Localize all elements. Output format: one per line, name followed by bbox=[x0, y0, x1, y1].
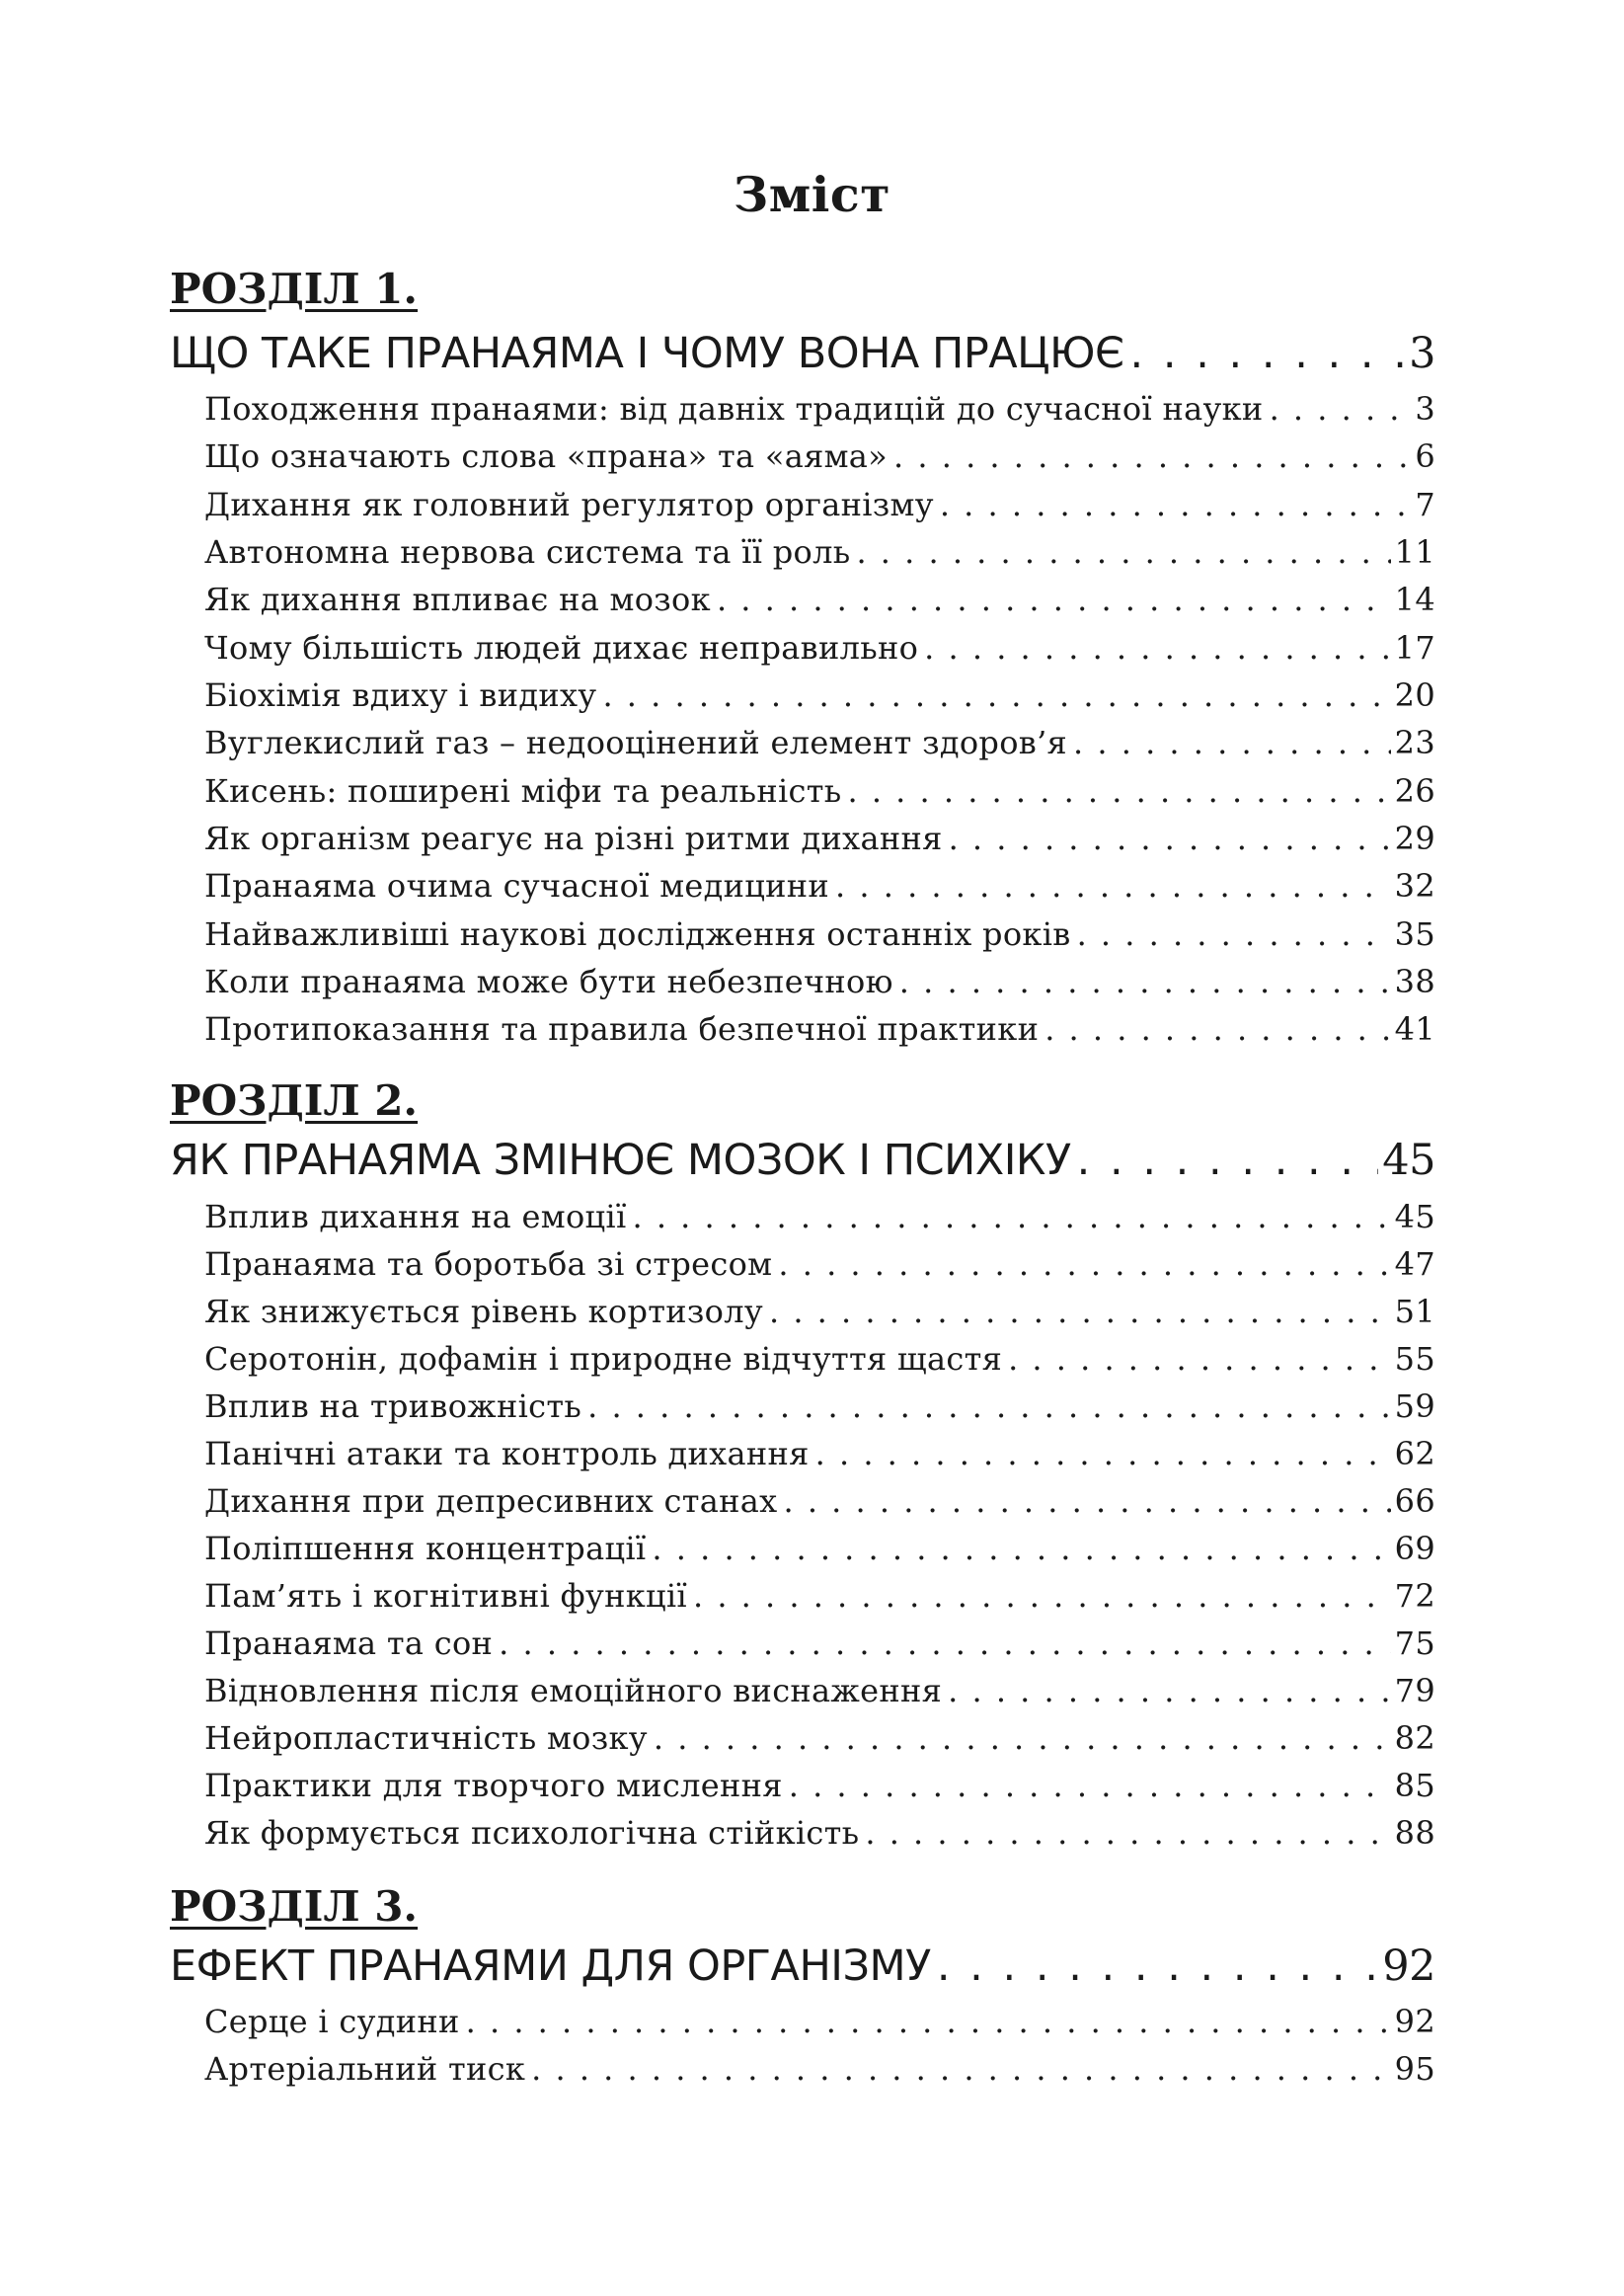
toc-entry[interactable] bbox=[204, 1482, 1435, 1520]
dot-leader bbox=[1044, 1010, 1390, 1048]
chapter-title: ЩО ТАКЕ ПРАНАЯМА І ЧОМУ ВОНА ПРАЦЮЄ bbox=[170, 329, 1124, 378]
chapter-row[interactable] bbox=[170, 1136, 1435, 1185]
entry-title: Дихання при депресивних станах bbox=[204, 1482, 778, 1520]
page-number: 95 bbox=[1394, 2050, 1435, 2088]
page-number: 79 bbox=[1394, 1672, 1435, 1709]
dot-leader bbox=[949, 820, 1391, 857]
dot-leader bbox=[693, 1577, 1391, 1615]
chapter-title: ЕФЕКТ ПРАНАЯМИ ДЛЯ ОРГАНІЗМУ bbox=[170, 1941, 931, 1991]
page-number: 23 bbox=[1394, 724, 1435, 761]
entry-title: Як дихання впливає на мозок bbox=[204, 581, 711, 618]
dot-leader bbox=[783, 1482, 1390, 1520]
section-label: РОЗДІЛ 2. bbox=[170, 1076, 419, 1125]
dot-leader bbox=[856, 533, 1390, 571]
entry-title: Походження пранаями: від давніх традицій до сучасної науки bbox=[204, 390, 1264, 428]
entry-title: Вплив на тривожність bbox=[204, 1387, 582, 1425]
toc-entry[interactable] bbox=[204, 820, 1435, 857]
toc-entry[interactable] bbox=[204, 1672, 1435, 1709]
dot-leader bbox=[1130, 329, 1406, 378]
toc-entry[interactable] bbox=[204, 1814, 1435, 1852]
page-number: 45 bbox=[1394, 1198, 1435, 1235]
toc-entry[interactable] bbox=[204, 1198, 1435, 1235]
chapter-title: ЯК ПРАНАЯМА ЗМІНЮЄ МОЗОК І ПСИХІКУ bbox=[170, 1136, 1071, 1185]
entry-title: Пранаяма та сон bbox=[204, 1624, 494, 1662]
page-number: 92 bbox=[1394, 2003, 1435, 2040]
dot-leader bbox=[531, 2050, 1391, 2088]
section-label: РОЗДІЛ 3. bbox=[170, 1882, 419, 1931]
toc-entry[interactable] bbox=[204, 2050, 1435, 2088]
toc-entry[interactable] bbox=[204, 1010, 1435, 1048]
page-number: 69 bbox=[1394, 1530, 1435, 1567]
page-number: 85 bbox=[1394, 1767, 1435, 1804]
entry-title: Вплив дихання на емоції bbox=[204, 1198, 627, 1235]
entry-title: Як формується психологічна стійкість bbox=[204, 1814, 860, 1852]
toc-entry[interactable] bbox=[204, 1577, 1435, 1615]
entry-title: Пам’ять і когнітивні функції bbox=[204, 1577, 687, 1615]
entry-title: Біохімія вдиху і видиху bbox=[204, 676, 597, 714]
toc-entry[interactable] bbox=[204, 963, 1435, 1000]
section-label: РОЗДІЛ 1. bbox=[170, 265, 419, 313]
page-number: 32 bbox=[1394, 867, 1435, 905]
page-number: 62 bbox=[1394, 1435, 1435, 1472]
toc-entry[interactable] bbox=[204, 1293, 1435, 1330]
dot-leader bbox=[847, 772, 1390, 810]
dot-leader bbox=[940, 486, 1412, 523]
entry-title: Чому більшість людей дихає неправильно bbox=[204, 629, 919, 667]
dot-leader bbox=[587, 1387, 1391, 1425]
toc-entry[interactable] bbox=[204, 1387, 1435, 1425]
toc-entry[interactable] bbox=[204, 1530, 1435, 1567]
toc-entry[interactable] bbox=[204, 1719, 1435, 1757]
entry-title: Практики для творчого мислення bbox=[204, 1767, 783, 1804]
dot-leader bbox=[948, 1672, 1391, 1709]
page-number: 66 bbox=[1394, 1482, 1435, 1520]
dot-leader bbox=[717, 581, 1391, 618]
toc-entry[interactable] bbox=[204, 1767, 1435, 1804]
entry-title: Поліпшення концентрації bbox=[204, 1530, 647, 1567]
entry-title: Протипоказання та правила безпечної практики bbox=[204, 1010, 1040, 1048]
page-number: 47 bbox=[1394, 1245, 1435, 1283]
entry-title: Коли пранаяма може бути небезпечною bbox=[204, 963, 893, 1000]
entry-title: Пранаяма та боротьба зі стресом bbox=[204, 1245, 773, 1283]
entry-title: Артеріальний тиск bbox=[204, 2050, 526, 2088]
toc-entry[interactable] bbox=[204, 1340, 1435, 1378]
page-number: 3 bbox=[1415, 390, 1435, 428]
toc-entry[interactable] bbox=[204, 772, 1435, 810]
entry-title: Дихання як головний регулятор організму bbox=[204, 486, 934, 523]
page-number: 6 bbox=[1415, 437, 1435, 475]
page-number: 72 bbox=[1394, 1577, 1435, 1615]
page-number: 3 bbox=[1409, 329, 1435, 378]
page-number: 51 bbox=[1394, 1293, 1435, 1330]
toc-entry[interactable] bbox=[204, 437, 1435, 475]
entry-title: Нейропластичність мозку bbox=[204, 1719, 648, 1757]
page-number: 92 bbox=[1382, 1941, 1435, 1991]
chapter-row[interactable] bbox=[170, 329, 1435, 378]
dot-leader bbox=[466, 2003, 1391, 2040]
dot-leader bbox=[815, 1435, 1391, 1472]
dot-leader bbox=[1077, 1136, 1379, 1185]
entry-title: Панічні атаки та контроль дихання bbox=[204, 1435, 810, 1472]
dot-leader bbox=[652, 1530, 1390, 1567]
page-number: 82 bbox=[1394, 1719, 1435, 1757]
dot-leader bbox=[654, 1719, 1391, 1757]
dot-leader bbox=[769, 1293, 1391, 1330]
page-number: 45 bbox=[1382, 1136, 1435, 1185]
toc-entry[interactable] bbox=[204, 629, 1435, 667]
page-number: 75 bbox=[1394, 1624, 1435, 1662]
dot-leader bbox=[865, 1814, 1390, 1852]
dot-leader bbox=[602, 676, 1390, 714]
toc-entry[interactable] bbox=[204, 533, 1435, 571]
page-number: 88 bbox=[1394, 1814, 1435, 1852]
toc-entry[interactable] bbox=[204, 676, 1435, 714]
dot-leader bbox=[835, 867, 1391, 905]
page-number: 59 bbox=[1394, 1387, 1435, 1425]
entry-title: Відновлення після емоційного виснаження bbox=[204, 1672, 943, 1709]
toc-entry[interactable] bbox=[204, 724, 1435, 761]
dot-leader bbox=[1073, 724, 1391, 761]
toc-entry[interactable] bbox=[204, 2003, 1435, 2040]
toc-entry[interactable] bbox=[204, 1624, 1435, 1662]
toc-entry[interactable] bbox=[204, 1435, 1435, 1472]
entry-title: Кисень: поширені міфи та реальність bbox=[204, 772, 842, 810]
entry-title: Як організм реагує на різні ритми дихання bbox=[204, 820, 943, 857]
entry-title: Що означають слова «прана» та «аяма» bbox=[204, 437, 889, 475]
dot-leader bbox=[789, 1767, 1391, 1804]
entry-title: Найважливіші наукові дослідження останніх років bbox=[204, 915, 1071, 953]
dot-leader bbox=[1077, 915, 1391, 953]
toc-entry[interactable] bbox=[204, 915, 1435, 953]
dot-leader bbox=[924, 629, 1391, 667]
dot-leader bbox=[778, 1245, 1390, 1283]
entry-title: Вуглекислий газ – недооцінений елемент здоров’я bbox=[204, 724, 1068, 761]
chapter-row[interactable] bbox=[170, 1941, 1435, 1991]
entry-title: Серце і судини bbox=[204, 2003, 460, 2040]
dot-leader bbox=[632, 1198, 1390, 1235]
page-number: 35 bbox=[1394, 915, 1435, 953]
dot-leader bbox=[893, 437, 1411, 475]
dot-leader bbox=[1008, 1340, 1391, 1378]
page-number: 55 bbox=[1394, 1340, 1435, 1378]
page-number: 17 bbox=[1394, 629, 1435, 667]
page-number: 7 bbox=[1415, 486, 1435, 523]
page-number: 14 bbox=[1394, 581, 1435, 618]
dot-leader bbox=[1270, 390, 1412, 428]
entry-title: Автономна нервова система та її роль bbox=[204, 533, 851, 571]
toc-entry[interactable] bbox=[204, 486, 1435, 523]
page-number: 11 bbox=[1394, 533, 1435, 571]
page-number: 20 bbox=[1394, 676, 1435, 714]
page-number: 38 bbox=[1394, 963, 1435, 1000]
page-title: Зміст bbox=[733, 166, 891, 223]
toc-entry[interactable] bbox=[204, 390, 1435, 428]
dot-leader bbox=[937, 1941, 1378, 1991]
page-number: 26 bbox=[1394, 772, 1435, 810]
page-number: 29 bbox=[1394, 820, 1435, 857]
dot-leader bbox=[499, 1624, 1391, 1662]
entry-title: Серотонін, дофамін і природне відчуття щастя bbox=[204, 1340, 1003, 1378]
dot-leader bbox=[899, 963, 1391, 1000]
toc-entry[interactable] bbox=[204, 867, 1435, 905]
entry-title: Як знижується рівень кортизолу bbox=[204, 1293, 763, 1330]
entry-title: Пранаяма очима сучасної медицини bbox=[204, 867, 830, 905]
toc-entry[interactable] bbox=[204, 1245, 1435, 1283]
page-number: 41 bbox=[1394, 1010, 1435, 1048]
toc-entry[interactable] bbox=[204, 581, 1435, 618]
